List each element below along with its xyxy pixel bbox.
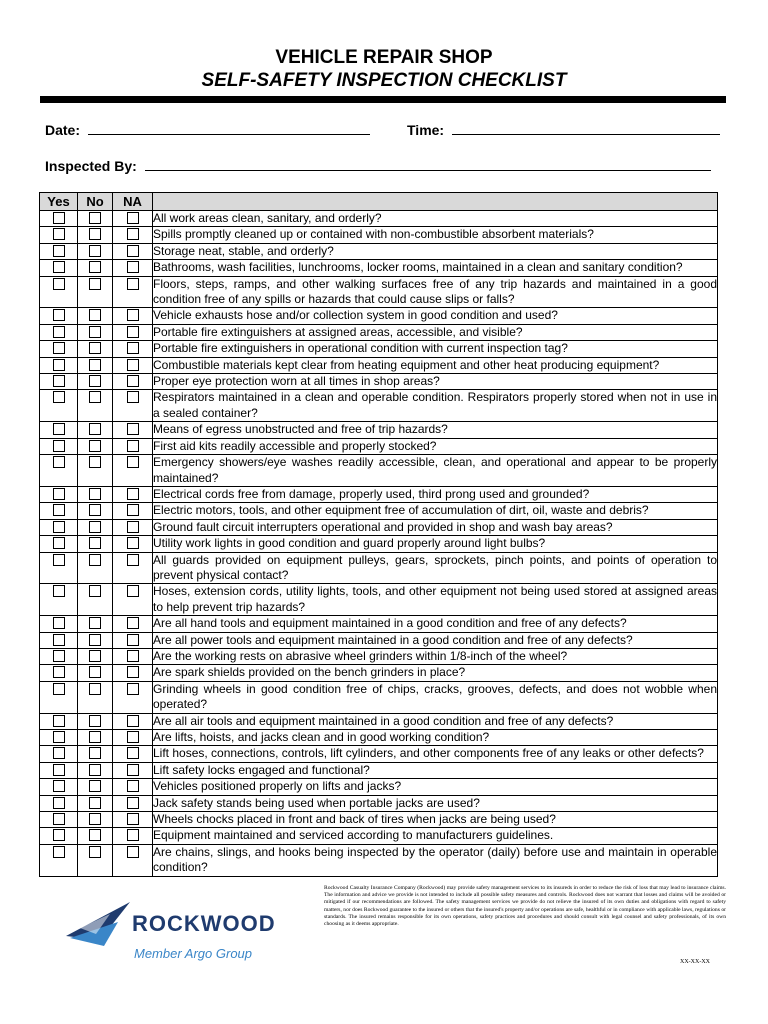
cell-no <box>78 665 113 681</box>
checklist-item-text: Bathrooms, wash facilities, lunchrooms, locker rooms, maintained in a clean and sanitary condition? <box>153 260 718 276</box>
cell-no <box>78 227 113 243</box>
yes-checkbox[interactable] <box>53 846 65 858</box>
table-row <box>40 486 718 502</box>
checklist-item-text: Wheels chocks placed in front and back of tires when jacks are being used? <box>153 812 718 828</box>
checklist-item-text: Proper eye protection worn at all times in shop areas? <box>153 374 718 390</box>
cell-yes <box>40 730 78 746</box>
cell-na <box>113 243 153 259</box>
table-row <box>40 503 718 519</box>
table-row <box>40 616 718 632</box>
yes-checkbox[interactable] <box>53 212 65 224</box>
na-checkbox[interactable] <box>127 617 139 629</box>
time-field <box>407 121 720 138</box>
table-row <box>40 828 718 844</box>
cell-no <box>78 455 113 487</box>
checklist-item-text: Emergency showers/eye washes readily accessible, clean, and operational and appear to be properly maintained? <box>153 455 717 485</box>
cell-yes <box>40 374 78 390</box>
cell-no <box>78 730 113 746</box>
na-checkbox[interactable] <box>127 554 139 566</box>
checklist-item-text: All guards provided on equipment pulleys, gears, sprockets, pinch points, and points of operation to prevent physical contact? <box>153 552 717 582</box>
yes-checkbox[interactable] <box>53 504 65 516</box>
cell-yes <box>40 648 78 664</box>
cell-yes <box>40 779 78 795</box>
yes-checkbox[interactable] <box>53 585 65 597</box>
checklist-item-text: Floors, steps, ramps, and other walking surfaces free of any trip hazards and maintained in a good condition free of any spills or hazards that could cause slips or falls? <box>153 276 717 307</box>
yes-checkbox[interactable] <box>53 813 65 825</box>
table-row <box>40 357 718 373</box>
no-checkbox[interactable] <box>89 554 101 566</box>
table-row <box>40 455 718 487</box>
cell-na <box>113 552 153 584</box>
cell-no <box>78 357 113 373</box>
cell-na <box>113 665 153 681</box>
checklist-item-text: Lift safety locks engaged and functional? <box>153 762 718 778</box>
na-checkbox[interactable] <box>127 650 139 662</box>
cell-na <box>113 632 153 648</box>
yes-checkbox[interactable] <box>53 423 65 435</box>
na-checkbox[interactable] <box>127 504 139 516</box>
cell-yes <box>40 422 78 438</box>
col-header-no: No <box>78 193 113 211</box>
inspection-checklist-table <box>39 192 718 877</box>
cell-yes <box>40 438 78 454</box>
cell-no <box>78 762 113 778</box>
table-row <box>40 730 718 746</box>
cell-yes <box>40 519 78 535</box>
date-label: Date: <box>45 122 81 138</box>
yes-checkbox[interactable] <box>53 245 65 257</box>
table-row <box>40 341 718 357</box>
checklist-item-text: Are all air tools and equipment maintained in a good condition and free of any defects? <box>153 713 718 729</box>
cell-na <box>113 486 153 502</box>
yes-checkbox[interactable] <box>53 278 65 290</box>
cell-no <box>78 552 113 584</box>
logo-wordmark: ROCKWOOD <box>132 911 276 936</box>
yes-checkbox[interactable] <box>53 375 65 387</box>
cell-no <box>78 503 113 519</box>
table-row <box>40 584 718 616</box>
na-checkbox[interactable] <box>127 829 139 841</box>
checklist-item-text: Are chains, slings, and hooks being inspected by the operator (daily) before use and maintain in operable condition? <box>153 844 717 875</box>
cell-yes <box>40 341 78 357</box>
cell-no <box>78 260 113 276</box>
cell-no <box>78 211 113 227</box>
checklist-item-text: Electrical cords free from damage, properly used, third prong used and grounded? <box>153 486 718 502</box>
checklist-item-text: Portable fire extinguishers at assigned areas, accessible, and visible? <box>153 324 718 340</box>
cell-yes <box>40 552 78 584</box>
na-checkbox[interactable] <box>127 846 139 858</box>
cell-na <box>113 730 153 746</box>
cell-yes <box>40 795 78 811</box>
no-checkbox[interactable] <box>89 797 101 809</box>
no-checkbox[interactable] <box>89 731 101 743</box>
checklist-item-text: Vehicle exhausts hose and/or collection system in good condition and used? <box>153 308 718 324</box>
cell-na <box>113 260 153 276</box>
cell-na <box>113 844 153 876</box>
cell-na <box>113 211 153 227</box>
cell-na <box>113 390 153 422</box>
time-blank[interactable] <box>452 121 720 135</box>
cell-yes <box>40 812 78 828</box>
cell-na <box>113 681 153 713</box>
inspected-by-field <box>45 157 711 174</box>
yes-checkbox[interactable] <box>53 731 65 743</box>
checklist-item-text: Hoses, extension cords, utility lights, tools, and other equipment not being used stored at assigned areas to help prevent trip hazards? <box>153 584 717 614</box>
cell-yes <box>40 390 78 422</box>
cell-yes <box>40 828 78 844</box>
yes-checkbox[interactable] <box>53 780 65 792</box>
cell-no <box>78 536 113 552</box>
yes-checkbox[interactable] <box>53 440 65 452</box>
cell-yes <box>40 260 78 276</box>
yes-checkbox[interactable] <box>53 309 65 321</box>
time-label: Time: <box>407 122 445 138</box>
na-checkbox[interactable] <box>127 715 139 727</box>
na-checkbox[interactable] <box>127 780 139 792</box>
checklist-item-text: Are spark shields provided on the bench grinders in place? <box>153 665 718 681</box>
no-checkbox[interactable] <box>89 846 101 858</box>
na-checkbox[interactable] <box>127 585 139 597</box>
checklist-item-text: Are lifts, hoists, and jacks clean and in good working condition? <box>153 730 718 746</box>
checklist-item-text: Equipment maintained and serviced according to manufacturers guidelines. <box>153 828 718 844</box>
table-row <box>40 779 718 795</box>
checklist-item-text: Portable fire extinguishers in operational condition with current inspection tag? <box>153 341 718 357</box>
table-row <box>40 390 718 422</box>
na-checkbox[interactable] <box>127 391 139 403</box>
cell-no <box>78 374 113 390</box>
col-header-yes: Yes <box>40 193 78 211</box>
na-checkbox[interactable] <box>127 212 139 224</box>
cell-no <box>78 438 113 454</box>
checklist-item-text: Are all hand tools and equipment maintained in a good condition and free of any defects? <box>153 616 718 632</box>
no-checkbox[interactable] <box>89 326 101 338</box>
cell-na <box>113 455 153 487</box>
checklist-item-text: Electric motors, tools, and other equipment free of accumulation of dirt, oil, waste and debris? <box>153 503 718 519</box>
cell-no <box>78 779 113 795</box>
yes-checkbox[interactable] <box>53 747 65 759</box>
na-checkbox[interactable] <box>127 309 139 321</box>
cell-no <box>78 616 113 632</box>
cell-yes <box>40 308 78 324</box>
table-row <box>40 227 718 243</box>
na-checkbox[interactable] <box>127 666 139 678</box>
disclaimer-text: Rockwood Casualty Insurance Company (Rockwood) may provide safety management services to its insureds in order to reduce the risk of loss that may lead to insurance claims. The information and advice we provide is not intended to include all possible safety measures and controls. Rockwood does not warrant that losses and claims will be avoided or mitigated if our recommendations are followed. The safety management services we provide do not relieve the insured of its own duties and obligations with regard to safety matters, nor does Rockwood guarantee to the insured or others that the insured's property and/or operations are safe, healthful or in compliance with applicable laws, regulations or standards. The insured remains responsible for its own operations, safety practices and procedures and should consult with legal counsel and safety professionals, of its own choosing as it deems appropriate. <box>324 885 726 928</box>
col-header-na: NA <box>113 193 153 211</box>
cell-na <box>113 812 153 828</box>
no-checkbox[interactable] <box>89 747 101 759</box>
table-row <box>40 374 718 390</box>
cell-no <box>78 276 113 308</box>
cell-na <box>113 227 153 243</box>
cell-na <box>113 374 153 390</box>
yes-checkbox[interactable] <box>53 456 65 468</box>
cell-yes <box>40 632 78 648</box>
cell-na <box>113 308 153 324</box>
na-checkbox[interactable] <box>127 261 139 273</box>
cell-no <box>78 584 113 616</box>
cell-yes <box>40 227 78 243</box>
na-checkbox[interactable] <box>127 537 139 549</box>
cell-na <box>113 503 153 519</box>
cell-na <box>113 536 153 552</box>
cell-na <box>113 324 153 340</box>
na-checkbox[interactable] <box>127 342 139 354</box>
table-row <box>40 552 718 584</box>
document-title: VEHICLE REPAIR SHOP <box>275 47 493 68</box>
no-checkbox[interactable] <box>89 829 101 841</box>
no-checkbox[interactable] <box>89 245 101 257</box>
checklist-body <box>40 211 718 877</box>
table-header-row <box>40 193 718 211</box>
cell-na <box>113 713 153 729</box>
table-row <box>40 211 718 227</box>
cell-no <box>78 795 113 811</box>
cell-yes <box>40 324 78 340</box>
cell-no <box>78 422 113 438</box>
inspected-by-label: Inspected By: <box>45 158 137 174</box>
cell-no <box>78 341 113 357</box>
form-code: XX-XX-XX <box>680 959 710 965</box>
cell-yes <box>40 211 78 227</box>
table-row <box>40 308 718 324</box>
checklist-item-text: Are all power tools and equipment maintained in a good condition and free of any defects? <box>153 632 718 648</box>
no-checkbox[interactable] <box>89 375 101 387</box>
yes-checkbox[interactable] <box>53 261 65 273</box>
cell-yes <box>40 665 78 681</box>
checklist-item-text: Jack safety stands being used when portable jacks are used? <box>153 795 718 811</box>
table-row <box>40 438 718 454</box>
table-row <box>40 536 718 552</box>
checklist-item-text: Means of egress unobstructed and free of trip hazards? <box>153 422 718 438</box>
table-row <box>40 762 718 778</box>
table-row <box>40 844 718 876</box>
table-row <box>40 260 718 276</box>
checklist-item-text: First aid kits readily accessible and properly stocked? <box>153 438 718 454</box>
checklist-item-text: Respirators maintained in a clean and operable condition. Respirators properly stored when not in use in a sealed container? <box>153 390 717 420</box>
table-row <box>40 812 718 828</box>
cell-na <box>113 584 153 616</box>
table-row <box>40 243 718 259</box>
checklist-item-text: Storage neat, stable, and orderly? <box>153 243 718 259</box>
yes-checkbox[interactable] <box>53 326 65 338</box>
cell-yes <box>40 536 78 552</box>
na-checkbox[interactable] <box>127 423 139 435</box>
cell-na <box>113 438 153 454</box>
date-blank[interactable] <box>88 121 370 135</box>
na-checkbox[interactable] <box>127 764 139 776</box>
no-checkbox[interactable] <box>89 423 101 435</box>
no-checkbox[interactable] <box>89 488 101 500</box>
cell-no <box>78 632 113 648</box>
cell-no <box>78 812 113 828</box>
na-checkbox[interactable] <box>127 245 139 257</box>
na-checkbox[interactable] <box>127 228 139 240</box>
yes-checkbox[interactable] <box>53 829 65 841</box>
na-checkbox[interactable] <box>127 278 139 290</box>
cell-no <box>78 648 113 664</box>
na-checkbox[interactable] <box>127 813 139 825</box>
na-checkbox[interactable] <box>127 731 139 743</box>
cell-yes <box>40 243 78 259</box>
cell-yes <box>40 713 78 729</box>
no-checkbox[interactable] <box>89 634 101 646</box>
na-checkbox[interactable] <box>127 456 139 468</box>
no-checkbox[interactable] <box>89 391 101 403</box>
na-checkbox[interactable] <box>127 634 139 646</box>
cell-na <box>113 828 153 844</box>
checklist-item-text: Spills promptly cleaned up or contained with non-combustible absorbent materials? <box>153 227 718 243</box>
no-checkbox[interactable] <box>89 504 101 516</box>
no-checkbox[interactable] <box>89 813 101 825</box>
na-checkbox[interactable] <box>127 488 139 500</box>
yes-checkbox[interactable] <box>53 683 65 695</box>
cell-na <box>113 616 153 632</box>
date-field <box>45 121 370 138</box>
logo-tagline: Member Argo Group <box>134 946 253 961</box>
table-row <box>40 648 718 664</box>
cell-yes <box>40 486 78 502</box>
yes-checkbox[interactable] <box>53 617 65 629</box>
no-checkbox[interactable] <box>89 715 101 727</box>
yes-checkbox[interactable] <box>53 666 65 678</box>
yes-checkbox[interactable] <box>53 715 65 727</box>
table-row <box>40 324 718 340</box>
table-row <box>40 422 718 438</box>
rockwood-logo <box>60 888 300 968</box>
cell-na <box>113 795 153 811</box>
cell-yes <box>40 844 78 876</box>
na-checkbox[interactable] <box>127 797 139 809</box>
document-subtitle: SELF-SAFETY INSPECTION CHECKLIST <box>201 70 567 91</box>
no-checkbox[interactable] <box>89 278 101 290</box>
na-checkbox[interactable] <box>127 747 139 759</box>
no-checkbox[interactable] <box>89 342 101 354</box>
table-row <box>40 746 718 762</box>
cell-no <box>78 746 113 762</box>
no-checkbox[interactable] <box>89 764 101 776</box>
table-row <box>40 681 718 713</box>
table-row <box>40 519 718 535</box>
yes-checkbox[interactable] <box>53 764 65 776</box>
checklist-item-text: Utility work lights in good condition and guard properly around light bulbs? <box>153 536 718 552</box>
table-row <box>40 665 718 681</box>
no-checkbox[interactable] <box>89 666 101 678</box>
cell-no <box>78 390 113 422</box>
yes-checkbox[interactable] <box>53 797 65 809</box>
cell-na <box>113 648 153 664</box>
na-checkbox[interactable] <box>127 326 139 338</box>
yes-checkbox[interactable] <box>53 521 65 533</box>
yes-checkbox[interactable] <box>53 634 65 646</box>
no-checkbox[interactable] <box>89 683 101 695</box>
cell-na <box>113 779 153 795</box>
no-checkbox[interactable] <box>89 456 101 468</box>
col-header-item <box>153 193 718 211</box>
cell-no <box>78 308 113 324</box>
no-checkbox[interactable] <box>89 780 101 792</box>
cell-yes <box>40 762 78 778</box>
checklist-item-text: Grinding wheels in good condition free of chips, cracks, grooves, defects, and does not wobble when operated? <box>153 681 717 712</box>
no-checkbox[interactable] <box>89 650 101 662</box>
cell-na <box>113 276 153 308</box>
no-checkbox[interactable] <box>89 617 101 629</box>
na-checkbox[interactable] <box>127 359 139 371</box>
checklist-item-text: Ground fault circuit interrupters operational and provided in shop and wash bay areas? <box>153 519 718 535</box>
cell-no <box>78 713 113 729</box>
no-checkbox[interactable] <box>89 309 101 321</box>
cell-no <box>78 324 113 340</box>
cell-na <box>113 357 153 373</box>
cell-no <box>78 828 113 844</box>
no-checkbox[interactable] <box>89 228 101 240</box>
cell-no <box>78 243 113 259</box>
no-checkbox[interactable] <box>89 537 101 549</box>
yes-checkbox[interactable] <box>53 554 65 566</box>
na-checkbox[interactable] <box>127 521 139 533</box>
no-checkbox[interactable] <box>89 585 101 597</box>
cell-no <box>78 519 113 535</box>
cell-yes <box>40 584 78 616</box>
yes-checkbox[interactable] <box>53 488 65 500</box>
checklist-item-text: Lift hoses, connections, controls, lift cylinders, and other components free of any leaks or other defects? <box>153 746 718 762</box>
cell-yes <box>40 616 78 632</box>
checklist-item-text: Are the working rests on abrasive wheel grinders within 1/8-inch of the wheel? <box>153 648 718 664</box>
cell-na <box>113 341 153 357</box>
yes-checkbox[interactable] <box>53 391 65 403</box>
table-row <box>40 795 718 811</box>
cell-no <box>78 681 113 713</box>
na-checkbox[interactable] <box>127 375 139 387</box>
yes-checkbox[interactable] <box>53 342 65 354</box>
na-checkbox[interactable] <box>127 440 139 452</box>
cell-na <box>113 519 153 535</box>
checklist-item-text: Combustible materials kept clear from heating equipment and other heat producing equipment? <box>153 357 718 373</box>
cell-no <box>78 486 113 502</box>
table-row <box>40 276 718 308</box>
cell-yes <box>40 503 78 519</box>
inspected-by-blank[interactable] <box>145 157 711 171</box>
no-checkbox[interactable] <box>89 359 101 371</box>
cell-na <box>113 422 153 438</box>
yes-checkbox[interactable] <box>53 537 65 549</box>
cell-na <box>113 762 153 778</box>
checklist-item-text: All work areas clean, sanitary, and orderly? <box>153 211 718 227</box>
no-checkbox[interactable] <box>89 212 101 224</box>
cell-na <box>113 746 153 762</box>
cell-yes <box>40 357 78 373</box>
cell-yes <box>40 746 78 762</box>
cell-yes <box>40 681 78 713</box>
yes-checkbox[interactable] <box>53 650 65 662</box>
table-row <box>40 632 718 648</box>
checklist-item-text: Vehicles positioned properly on lifts and jacks? <box>153 779 718 795</box>
rockwood-emblem-icon <box>60 894 140 954</box>
header-rule <box>40 96 726 103</box>
cell-no <box>78 844 113 876</box>
cell-yes <box>40 276 78 308</box>
na-checkbox[interactable] <box>127 683 139 695</box>
no-checkbox[interactable] <box>89 521 101 533</box>
yes-checkbox[interactable] <box>53 359 65 371</box>
cell-yes <box>40 455 78 487</box>
table-row <box>40 713 718 729</box>
no-checkbox[interactable] <box>89 261 101 273</box>
no-checkbox[interactable] <box>89 440 101 452</box>
yes-checkbox[interactable] <box>53 228 65 240</box>
